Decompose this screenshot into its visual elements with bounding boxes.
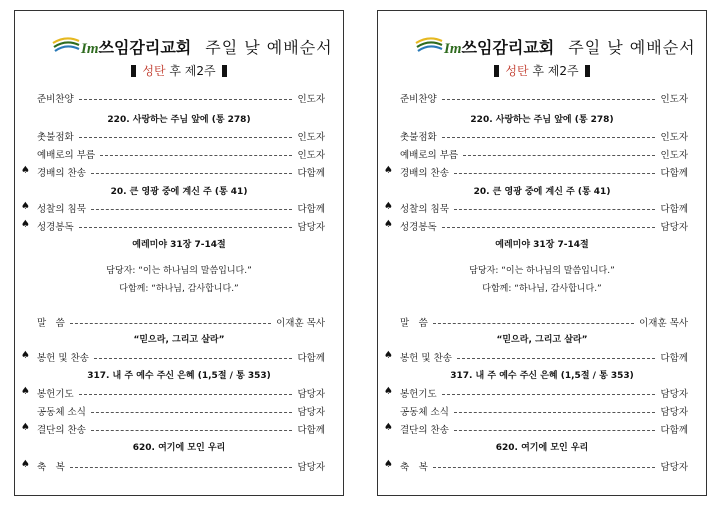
dotted-leader bbox=[79, 99, 293, 100]
season-red-text: 성탄 bbox=[505, 64, 529, 78]
service-item-name: 축 복 bbox=[400, 462, 428, 473]
service-item-name: 말 씀 bbox=[400, 318, 428, 329]
service-detail bbox=[378, 332, 706, 348]
church-logo-icon bbox=[414, 33, 444, 57]
service-item-line bbox=[400, 350, 688, 364]
spade-icon: ♠ bbox=[384, 201, 393, 212]
dotted-leader bbox=[91, 173, 293, 174]
service-item-name: 경배의 찬송 bbox=[400, 168, 449, 179]
service-item-line bbox=[400, 404, 688, 418]
service-item-name: 성경봉독 bbox=[37, 222, 74, 233]
service-item-line bbox=[37, 404, 325, 418]
dotted-leader bbox=[100, 155, 292, 156]
dotted-leader bbox=[442, 99, 656, 100]
service-item-role: 다함께 bbox=[297, 168, 325, 179]
service-item-name: 결단의 찬송 bbox=[37, 425, 86, 436]
service-item-line bbox=[37, 459, 325, 473]
service-detail-text: 317. 내 주 예수 주신 은혜 (1,5절 / 통 353) bbox=[87, 371, 271, 381]
service-detail-text: 담당자: “이는 하나님의 말씀입니다.” bbox=[106, 266, 252, 276]
service-item bbox=[378, 459, 706, 475]
service-item-role: 담당자 bbox=[660, 462, 688, 473]
service-item bbox=[15, 91, 343, 107]
dotted-leader bbox=[463, 155, 655, 156]
service-item-role: 인도자 bbox=[660, 150, 688, 161]
service-item-name: 촛불점화 bbox=[400, 132, 437, 143]
service-detail bbox=[15, 184, 343, 200]
service-item-name: 성경봉독 bbox=[400, 222, 437, 233]
service-detail-text: 20. 큰 영광 중에 계신 주 (통 41) bbox=[110, 187, 248, 197]
service-item bbox=[378, 91, 706, 107]
dotted-leader bbox=[79, 394, 293, 395]
dotted-leader bbox=[433, 467, 656, 468]
service-item-line bbox=[37, 422, 325, 436]
service-item-role: 다함께 bbox=[660, 204, 688, 215]
service-item-role: 다함께 bbox=[297, 353, 325, 364]
service-detail-text: 220. 사랑하는 주님 앞에 (통 278) bbox=[470, 115, 614, 125]
service-item-role: 이재훈 목사 bbox=[639, 318, 688, 329]
dotted-leader bbox=[457, 358, 656, 359]
service-detail bbox=[378, 281, 706, 297]
service-item-line bbox=[400, 147, 688, 161]
service-item-line bbox=[37, 315, 325, 329]
service-item bbox=[15, 350, 343, 366]
service-detail-text: 담당자: “이는 하나님의 말씀입니다.” bbox=[469, 266, 615, 276]
dotted-leader bbox=[454, 173, 656, 174]
service-detail bbox=[15, 263, 343, 279]
service-detail bbox=[378, 112, 706, 128]
service-item-role: 인도자 bbox=[297, 132, 325, 143]
service-detail bbox=[15, 332, 343, 348]
service-detail bbox=[378, 440, 706, 456]
service-item-name: 공동체 소식 bbox=[400, 407, 449, 418]
spade-icon: ♠ bbox=[21, 201, 30, 212]
service-detail-text: 다함께: “하나님, 감사합니다.” bbox=[482, 284, 602, 294]
season-rest-text: 후 제2주 bbox=[532, 64, 579, 78]
service-item bbox=[15, 201, 343, 217]
service-detail-text: 317. 내 주 예수 주신 은혜 (1,5절 / 통 353) bbox=[450, 371, 634, 381]
service-item bbox=[378, 350, 706, 366]
service-item-line bbox=[400, 422, 688, 436]
dotted-leader bbox=[442, 394, 656, 395]
service-detail-text: 다함께: “하나님, 감사합니다.” bbox=[119, 284, 239, 294]
logo-prefix: Im bbox=[81, 41, 99, 57]
spade-icon: ♠ bbox=[384, 219, 393, 230]
service-item bbox=[378, 201, 706, 217]
service-detail-text: 620. 여기에 모인 우리 bbox=[495, 443, 589, 453]
service-item bbox=[15, 165, 343, 181]
dotted-leader bbox=[70, 323, 271, 324]
service-item-line bbox=[400, 129, 688, 143]
dotted-leader bbox=[91, 209, 293, 210]
dotted-leader bbox=[442, 227, 656, 228]
church-name: 쓰임감리교회 bbox=[98, 38, 192, 57]
season-subtitle bbox=[15, 62, 343, 79]
dotted-leader bbox=[79, 227, 293, 228]
season-red-text: 성탄 bbox=[142, 64, 166, 78]
service-item-line bbox=[400, 165, 688, 179]
service-item-role: 인도자 bbox=[660, 94, 688, 105]
bulletin-panel-left bbox=[14, 10, 344, 496]
service-item-line bbox=[400, 315, 688, 329]
dotted-leader bbox=[454, 430, 656, 431]
service-detail bbox=[15, 237, 343, 253]
dotted-leader bbox=[454, 209, 656, 210]
block-mark-left bbox=[131, 65, 136, 77]
service-detail bbox=[15, 281, 343, 297]
service-item-role: 다함께 bbox=[660, 168, 688, 179]
service-item-line bbox=[37, 129, 325, 143]
service-item-name: 예배로의 부름 bbox=[400, 150, 459, 161]
service-detail bbox=[15, 368, 343, 384]
service-item-line bbox=[400, 91, 688, 105]
service-detail-text: 620. 여기에 모인 우리 bbox=[132, 443, 226, 453]
service-item bbox=[378, 422, 706, 438]
service-item bbox=[15, 147, 343, 163]
header bbox=[15, 31, 343, 61]
service-item-name: 결단의 찬송 bbox=[400, 425, 449, 436]
block-mark-left bbox=[494, 65, 499, 77]
service-item-name: 봉헌 및 찬송 bbox=[37, 353, 89, 364]
service-item-line bbox=[400, 386, 688, 400]
service-item-line bbox=[37, 219, 325, 233]
service-item-role: 이재훈 목사 bbox=[276, 318, 325, 329]
service-item bbox=[378, 315, 706, 331]
service-detail bbox=[378, 263, 706, 279]
service-item-role: 담당자 bbox=[297, 222, 325, 233]
spade-icon: ♠ bbox=[21, 386, 30, 397]
service-detail-text: “믿으라, 그리고 살라” bbox=[496, 335, 588, 345]
service-item-line bbox=[37, 91, 325, 105]
spade-icon: ♠ bbox=[384, 422, 393, 433]
service-item bbox=[15, 386, 343, 402]
service-item-role: 담당자 bbox=[297, 389, 325, 400]
service-item-line bbox=[37, 386, 325, 400]
spade-icon: ♠ bbox=[21, 422, 30, 433]
spade-icon: ♠ bbox=[384, 350, 393, 361]
service-item-role: 담당자 bbox=[660, 407, 688, 418]
service-title: 주일 낮 예배순서 bbox=[205, 38, 333, 57]
service-item-name: 말 씀 bbox=[37, 318, 65, 329]
service-item bbox=[15, 459, 343, 475]
service-detail bbox=[378, 368, 706, 384]
season-rest-text: 후 제2주 bbox=[169, 64, 216, 78]
service-item-name: 준비찬양 bbox=[400, 94, 437, 105]
service-item bbox=[15, 404, 343, 420]
service-item-name: 성찰의 침묵 bbox=[400, 204, 449, 215]
service-item-line bbox=[400, 219, 688, 233]
service-detail bbox=[378, 184, 706, 200]
service-item-line bbox=[400, 459, 688, 473]
service-item bbox=[378, 219, 706, 235]
service-item-name: 축 복 bbox=[37, 462, 65, 473]
logo-prefix: Im bbox=[444, 41, 462, 57]
service-item bbox=[378, 386, 706, 402]
service-item-role: 다함께 bbox=[660, 353, 688, 364]
service-item-line bbox=[400, 201, 688, 215]
service-item-role: 다함께 bbox=[297, 204, 325, 215]
service-item-role: 담당자 bbox=[297, 407, 325, 418]
spade-icon: ♠ bbox=[384, 386, 393, 397]
spade-icon: ♠ bbox=[384, 165, 393, 176]
spade-icon: ♠ bbox=[21, 350, 30, 361]
service-item-role: 다함께 bbox=[660, 425, 688, 436]
dotted-leader bbox=[91, 412, 293, 413]
service-detail bbox=[378, 237, 706, 253]
service-item bbox=[15, 219, 343, 235]
service-detail-text: 예레미야 31장 7-14절 bbox=[495, 240, 589, 250]
dotted-leader bbox=[91, 430, 293, 431]
service-item-role: 담당자 bbox=[660, 389, 688, 400]
service-detail-text: “믿으라, 그리고 살라” bbox=[133, 335, 225, 345]
service-item bbox=[378, 147, 706, 163]
service-item-line bbox=[37, 147, 325, 161]
dotted-leader bbox=[442, 137, 656, 138]
service-item bbox=[378, 129, 706, 145]
service-item-name: 예배로의 부름 bbox=[37, 150, 96, 161]
dotted-leader bbox=[70, 467, 293, 468]
service-item-role: 인도자 bbox=[660, 132, 688, 143]
service-detail-text: 20. 큰 영광 중에 계신 주 (통 41) bbox=[473, 187, 611, 197]
service-item-name: 성찰의 침묵 bbox=[37, 204, 86, 215]
service-detail bbox=[15, 112, 343, 128]
service-item-role: 인도자 bbox=[297, 94, 325, 105]
spade-icon: ♠ bbox=[21, 459, 30, 470]
dotted-leader bbox=[454, 412, 656, 413]
service-item-name: 공동체 소식 bbox=[37, 407, 86, 418]
service-item-line bbox=[37, 165, 325, 179]
service-item bbox=[378, 165, 706, 181]
service-item-name: 봉헌기도 bbox=[37, 389, 74, 400]
block-mark-right bbox=[222, 65, 227, 77]
bulletin-panel-right bbox=[377, 10, 707, 496]
header bbox=[378, 31, 706, 61]
service-item-line bbox=[37, 350, 325, 364]
season-subtitle bbox=[378, 62, 706, 79]
service-detail bbox=[15, 440, 343, 456]
bulletin-title bbox=[81, 35, 333, 58]
service-item-name: 경배의 찬송 bbox=[37, 168, 86, 179]
service-item-name: 촛불점화 bbox=[37, 132, 74, 143]
service-item-name: 봉헌 및 찬송 bbox=[400, 353, 452, 364]
service-item-role: 담당자 bbox=[297, 462, 325, 473]
dotted-leader bbox=[94, 358, 293, 359]
block-mark-right bbox=[585, 65, 590, 77]
service-title: 주일 낮 예배순서 bbox=[568, 38, 696, 57]
dotted-leader bbox=[433, 323, 634, 324]
service-item-line bbox=[37, 201, 325, 215]
service-detail-text: 220. 사랑하는 주님 앞에 (통 278) bbox=[107, 115, 251, 125]
service-item bbox=[15, 422, 343, 438]
service-item bbox=[15, 129, 343, 145]
service-item-role: 다함께 bbox=[297, 425, 325, 436]
spade-icon: ♠ bbox=[21, 219, 30, 230]
service-item-role: 인도자 bbox=[297, 150, 325, 161]
service-detail-text: 예레미야 31장 7-14절 bbox=[132, 240, 226, 250]
bulletin-title bbox=[444, 35, 696, 58]
spade-icon: ♠ bbox=[384, 459, 393, 470]
service-item bbox=[15, 315, 343, 331]
service-item-name: 준비찬양 bbox=[37, 94, 74, 105]
spade-icon: ♠ bbox=[21, 165, 30, 176]
service-item-role: 담당자 bbox=[660, 222, 688, 233]
dotted-leader bbox=[79, 137, 293, 138]
church-logo-icon bbox=[51, 33, 81, 57]
service-item-name: 봉헌기도 bbox=[400, 389, 437, 400]
church-name: 쓰임감리교회 bbox=[461, 38, 555, 57]
service-item bbox=[378, 404, 706, 420]
